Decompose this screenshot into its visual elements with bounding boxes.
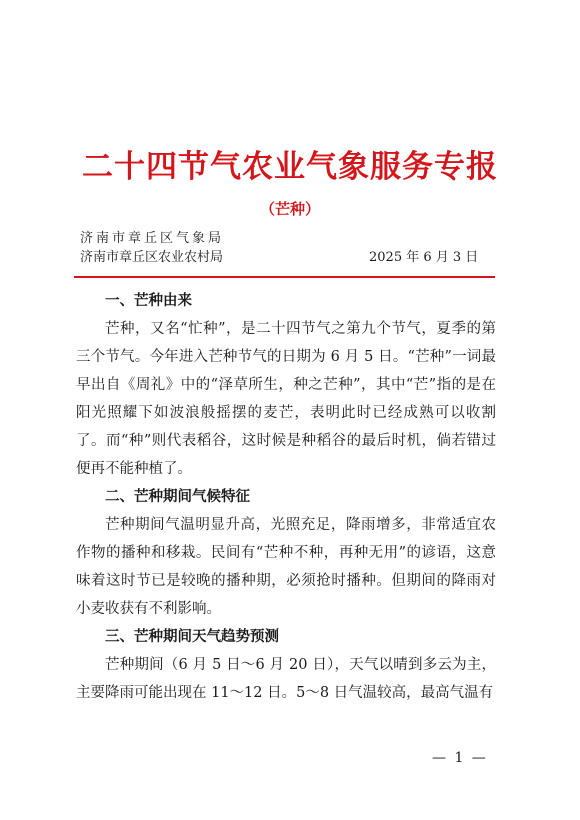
section-paragraph-climate: 芒种期间气温明显升高，光照充足，降雨增多，非常适宜农作物的播种和移栽。民间有“芒种不种，再种无用”的谚语，这意味着这时节已是较晚的播种期，必须抢时播种。但期间的降雨对小麦收获有不利影响。 [76, 517, 496, 617]
section-paragraph-origin: 芒种，又名“忙种”，是二十四节气之第九个节气，夏季的第三个节气。今年进入芒种节气的日期为 6 月 5 日。“芒种”一词最早出自《周礼》中的“泽草所生，种之芒种”，其中“芒”指的是在阳光照耀下如波浪般摇摆的麦芒，表明此时已经成熟可以收割了。而“种”则代表稻谷，这时候是种稻谷的最后时机，倘若错过便再不能种植了。 [76, 321, 496, 477]
issuer-meteorological-bureau: 济南市章丘区气象局 [80, 231, 225, 246]
section-heading-forecast: 三、芒种期间天气趋势预测 [105, 628, 279, 645]
issue-date: 2025 年 6 月 3 日 [369, 250, 479, 265]
document-subtitle: （芒种） [259, 200, 320, 218]
issuer-block [80, 229, 224, 267]
document-title: 二十四节气农业气象服务专报 [82, 149, 498, 185]
document-body [76, 287, 496, 707]
issuer-agriculture-bureau: 济南市章丘区农业农村局 [80, 250, 224, 265]
section-heading-origin: 一、芒种由来 [105, 292, 192, 309]
section-paragraph-forecast: 芒种期间（6 月 5 日～6 月 20 日），天气以晴到多云为主，主要降雨可能出现在 11～12 日。5～8 日气温较高，最高气温有 [76, 657, 496, 701]
red-divider-rule [74, 276, 495, 278]
section-heading-climate: 二、芒种期间气候特征 [105, 488, 250, 505]
page-number: — 1 — [432, 750, 488, 766]
